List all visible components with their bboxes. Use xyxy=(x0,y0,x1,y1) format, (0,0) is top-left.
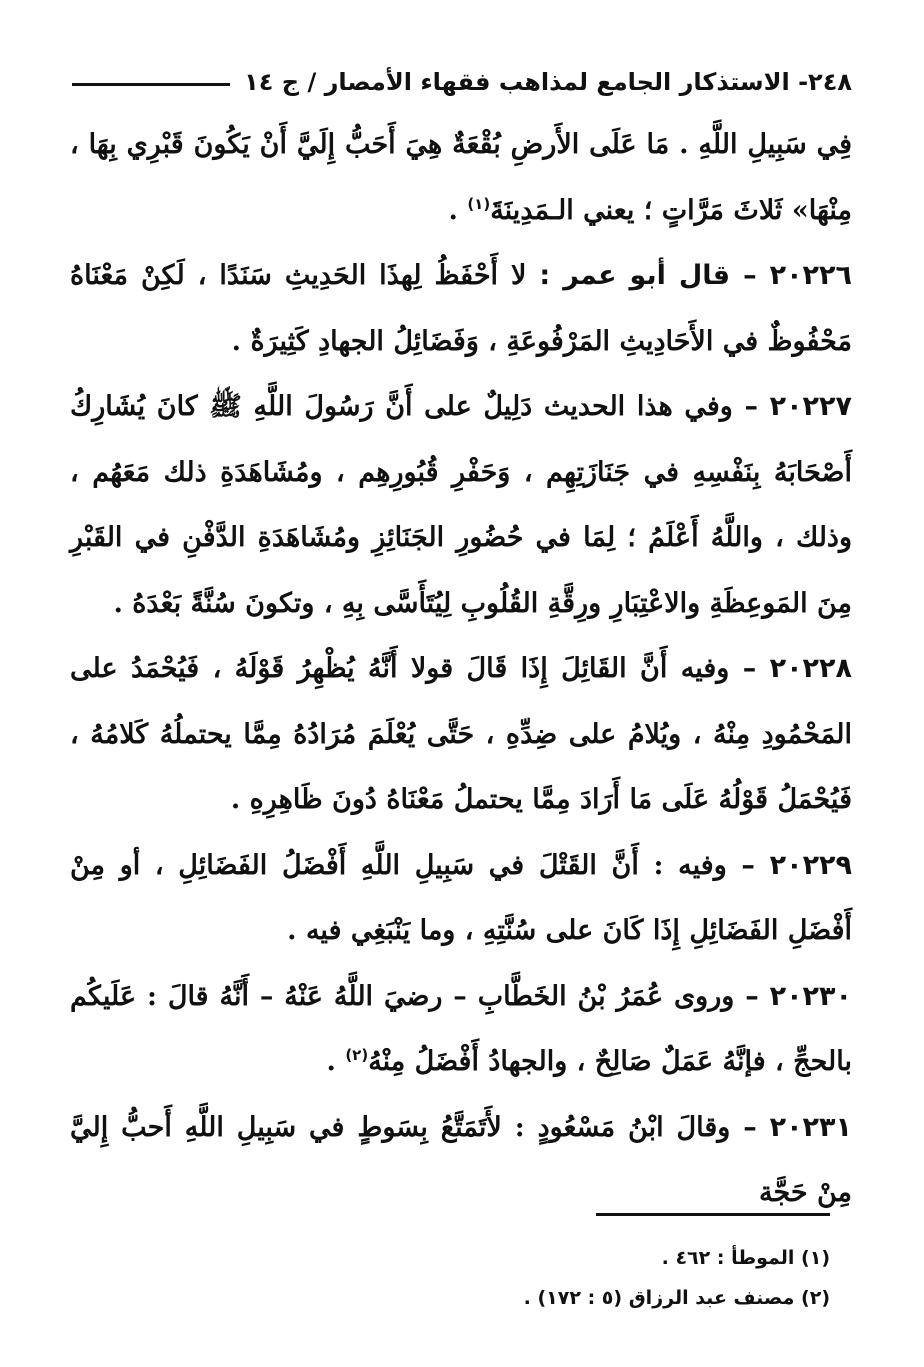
paragraph-tail: . xyxy=(448,194,468,226)
paragraph-text: فِي سَبِيلِ اللَّهِ . مَا عَلَى الأَرضِ بُقْعَةٌ هِيَ أَحَبُّ إِلَيَّ أَنْ يَكُونَ قَبْرِي بِهَا ، مِنْهَا» ثَلاثَ مَرَّاتٍ ؛ يعني الـمَدِينَةَ xyxy=(70,129,852,226)
paragraph xyxy=(70,243,852,374)
footnote: (١) الموطأ : ٤٦٢ . xyxy=(661,1247,830,1269)
paragraph-text: لا أَحْفَظُ لِهذَا الحَدِيثِ سَنَدًا ، لَكِنْ مَعْنَاهُ مَحْفُوظٌ في الأَحَادِيثِ المَرْفُوعَةِ ، وَفَضَائِلُ الجهادِ كَثِيرَةٌ . xyxy=(70,260,852,357)
paragraph xyxy=(70,964,852,1095)
footnotes xyxy=(70,1238,830,1318)
paragraph-number: ٢٠٢٢٧ – xyxy=(744,391,852,422)
paragraph xyxy=(70,374,852,636)
header-rule xyxy=(72,83,230,86)
speaker-label: قال أبو عمر : xyxy=(539,260,744,291)
footnote-separator xyxy=(596,1213,830,1216)
paragraph xyxy=(70,112,852,243)
paragraph xyxy=(70,1095,852,1226)
paragraph-text: وفي هذا الحديث دَلِيلٌ على أَنَّ رَسُولَ اللَّهِ ﷺ كانَ يُشَارِكُ أَصْحَابَهُ بِنَفْسِهِ في جَنَازَتِهِم ، وَحَفْرِ قُبُورِهِم ، ومُشَاهَدَةِ ذلك مَعَهُم ، وذلك ، واللَّهُ أَعْلَمُ ؛ لِمَا في حُضُورِ الجَنَائِزِ ومُشَاهَدَةِ الدَّفْنِ في القَبْرِ مِنَ المَوعِظَةِ والاعْتِبَارِ ورِقَّةِ القُلُوبِ لِيُتَأَسَّى بِهِ ، وتكونَ سُنَّةً بَعْدَهُ . xyxy=(70,391,852,619)
footnote-reference[interactable]: (١) xyxy=(467,194,491,213)
paragraph-text: وروى عُمَرُ بْنُ الخَطَّابِ – رضيَ اللَّهُ عَنْهُ – أَنَّهُ قالَ : عَلَيكُم بالحجِّ ، فإنَّهُ عَمَلٌ صَالِحٌ ، والجهادُ أَفْضَلُ مِنْهُ xyxy=(70,980,852,1077)
body-text xyxy=(70,112,852,1226)
paragraph xyxy=(70,636,852,833)
header-title: ٢٤٨- الاستذكار الجامع لمذاهب فقهاء الأمصار / ج ١٤ xyxy=(244,68,852,96)
paragraph-number: ٢٠٢٣١ – xyxy=(743,1111,852,1143)
footnote-reference[interactable]: (٢) xyxy=(345,1046,369,1064)
paragraph-text: وفيه أَنَّ القَائِلَ إِذَا قَالَ قولا أَنَّهُ يُظْهِرُ قَوْلَهُ ، فَيُحْمَدُ على المَحْمُودِ مِنْهُ ، ويُلامُ على ضِدِّهِ ، حَتَّى يُعْلَمَ مُرَادُهُ مِمَّا يحتملُهُ كَلامُهُ ، فَيُحْمَلُ قَوْلُهُ عَلَى مَا أَرَادَ مِمَّا يحتملُ مَعْنَاهُ دُونَ ظَاهِرِهِ . xyxy=(70,653,852,815)
paragraph-number: ٢٠٢٢٨ – xyxy=(742,653,852,684)
paragraph-number: ٢٠٢٣٠ – xyxy=(745,980,852,1012)
paragraph-text: وقالَ ابْنُ مَسْعُودٍ : لأَتَمَتَّعُ بِسَوطٍ في سَبِيلِ اللَّهِ أَحبُّ إِليَّ مِنْ حَجَّة xyxy=(70,1111,852,1208)
paragraph xyxy=(70,833,852,964)
paragraph-text: وفيه : أَنَّ القَتْلَ في سَبِيلِ اللَّهِ أَفْضَلُ الفَضَائِلِ ، أو مِنْ أَفْضَلِ الفَضَائِلِ إِذَا كَانَ على سُنَّتِهِ ، وما يَنْبَغِي فيه . xyxy=(70,849,852,946)
running-header xyxy=(72,62,852,102)
paragraph-number: ٢٠٢٢٦ – xyxy=(743,260,852,291)
paragraph-tail: . xyxy=(326,1046,346,1077)
footnote: (٢) مصنف عبد الرزاق (٥ : ١٧٢) . xyxy=(523,1287,830,1309)
paragraph-number: ٢٠٢٢٩ – xyxy=(741,849,853,881)
